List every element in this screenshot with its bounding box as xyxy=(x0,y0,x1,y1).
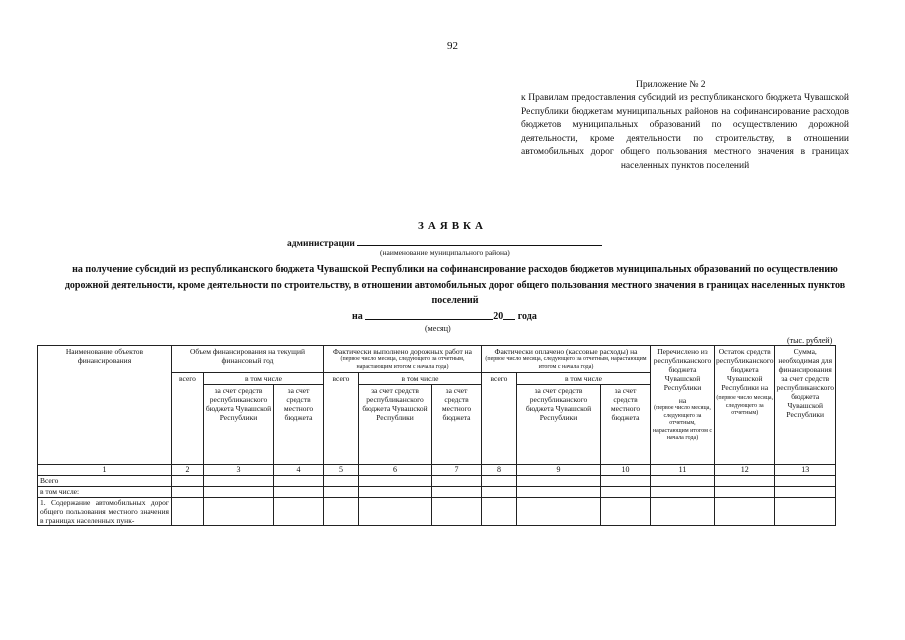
header-volume: Объем финансирования на текущий финансовый год xyxy=(172,346,324,373)
table-cell[interactable] xyxy=(432,476,482,487)
purpose-text: на получение субсидий из республиканского бюджета Чувашской Республики на софинансирование расходов бюджетов муниципальных образований по осуществлению дорожной деятельности, кроме деятельности по строительству, в отношении автомобильных дорог общего пользования местного значения в границах населенных пунктов поселений xyxy=(64,264,846,306)
admin-label: администрации xyxy=(287,239,355,249)
table-cell[interactable] xyxy=(324,498,359,526)
table-cell[interactable] xyxy=(775,498,835,526)
table-cell[interactable] xyxy=(274,487,324,498)
table-cell[interactable] xyxy=(172,476,204,487)
col-number: 13 xyxy=(775,465,835,476)
col-number: 3 xyxy=(204,465,274,476)
table-row xyxy=(38,487,836,498)
header-done-total: всего xyxy=(324,373,359,465)
header-done xyxy=(324,346,482,373)
header-balance-note: (первое число месяца, следующего за отчетным) xyxy=(716,395,774,416)
table-cell[interactable] xyxy=(517,487,601,498)
appendix-title: Приложение № 2 xyxy=(636,80,706,90)
header-volume-loc: за счет средств местного бюджета xyxy=(274,385,324,465)
row-label-total: Всего xyxy=(38,476,172,487)
table-cell[interactable] xyxy=(715,476,775,487)
header-paid-incl: в том числе xyxy=(517,373,651,385)
page-number: 92 xyxy=(447,40,458,52)
table-cell[interactable] xyxy=(601,476,651,487)
table-cell[interactable] xyxy=(775,476,835,487)
header-paid-label: Фактически оплачено (кассовые расходы) на xyxy=(494,347,638,356)
header-paid-note: (первое число месяца, следующего за отчетным, нарастающим итогом с начала года) xyxy=(485,356,647,370)
header-transferred xyxy=(651,346,715,465)
table-cell[interactable] xyxy=(775,487,835,498)
date-year-prefix: 20 xyxy=(493,311,504,322)
header-transferred-note: (первое число месяца, следующего за отчетным, нарастающим итогом с начала года) xyxy=(652,405,713,441)
col-number: 5 xyxy=(324,465,359,476)
table-cell[interactable] xyxy=(517,476,601,487)
table-cell[interactable] xyxy=(274,498,324,526)
col-number: 4 xyxy=(274,465,324,476)
table-cell[interactable] xyxy=(715,498,775,526)
header-done-label: Фактически выполнено дорожных работ на xyxy=(333,347,472,356)
table-cell[interactable] xyxy=(324,487,359,498)
date-month-blank xyxy=(365,309,493,320)
table-cell[interactable] xyxy=(601,498,651,526)
table-cell[interactable] xyxy=(359,487,432,498)
date-line xyxy=(352,309,537,322)
row-label-incl: в том числе: xyxy=(38,487,172,498)
row-label-maintenance: 1. Содержание автомобильных дорог общего пользования местного значения в границах населенных пунк- xyxy=(38,498,172,526)
col-number: 1 xyxy=(38,465,172,476)
col-number: 10 xyxy=(601,465,651,476)
table-cell[interactable] xyxy=(482,476,517,487)
table-cell[interactable] xyxy=(482,498,517,526)
header-volume-total: всего xyxy=(172,373,204,465)
col-number: 8 xyxy=(482,465,517,476)
header-paid-loc: за счет средств местного бюджета xyxy=(601,385,651,465)
col-number: 2 xyxy=(172,465,204,476)
header-paid xyxy=(482,346,651,373)
table-cell[interactable] xyxy=(204,498,274,526)
form-title: ЗАЯВКА xyxy=(418,220,487,232)
header-done-loc: за счет средств местного бюджета xyxy=(432,385,482,465)
header-done-incl: в том числе xyxy=(359,373,482,385)
table-cell[interactable] xyxy=(324,476,359,487)
table-cell[interactable] xyxy=(172,498,204,526)
table-cell[interactable] xyxy=(651,487,715,498)
table-row xyxy=(38,476,836,487)
header-balance-label: Остаток средств республиканского бюджета Чувашской Республики на xyxy=(716,347,774,392)
date-year-blank xyxy=(503,309,515,320)
table-cell[interactable] xyxy=(482,487,517,498)
table-cell[interactable] xyxy=(204,487,274,498)
header-transferred-label: Перечислено из республиканского бюджета Чувашской Республики xyxy=(653,347,712,392)
col-number: 6 xyxy=(359,465,432,476)
table-cell[interactable] xyxy=(172,487,204,498)
table-cell[interactable] xyxy=(715,487,775,498)
header-done-rep: за счет средств республиканского бюджета Чувашской Республики xyxy=(359,385,432,465)
header-volume-incl: в том числе xyxy=(204,373,324,385)
table-cell[interactable] xyxy=(517,498,601,526)
table-cell[interactable] xyxy=(651,476,715,487)
admin-line xyxy=(287,235,602,249)
date-prefix: на xyxy=(352,311,363,322)
table-cell[interactable] xyxy=(204,476,274,487)
header-paid-total: всего xyxy=(482,373,517,465)
header-balance xyxy=(715,346,775,465)
header-done-note: (первое число месяца, следующего за отчетным, нарастающим итогом с начала года) xyxy=(340,356,465,370)
col-number: 7 xyxy=(432,465,482,476)
header-volume-rep: за счет средств республиканского бюджета Чувашской Республики xyxy=(204,385,274,465)
units-label: (тыс. рублей) xyxy=(787,336,833,345)
admin-hint: (наименование муниципального района) xyxy=(380,248,510,257)
table-cell[interactable] xyxy=(359,498,432,526)
table-cell[interactable] xyxy=(651,498,715,526)
admin-blank xyxy=(357,235,602,246)
col-number: 12 xyxy=(715,465,775,476)
month-hint: (месяц) xyxy=(425,324,451,333)
table-row xyxy=(38,498,836,526)
table-cell[interactable] xyxy=(274,476,324,487)
table-cell[interactable] xyxy=(432,498,482,526)
col-number: 11 xyxy=(651,465,715,476)
header-transferred-on: на xyxy=(678,396,687,405)
table-cell[interactable] xyxy=(359,476,432,487)
header-paid-rep: за счет средств республиканского бюджета Чувашской Республики xyxy=(517,385,601,465)
header-needed: Сумма, необходимая для финансирования за счет средств республиканского бюджета Чувашской Республики xyxy=(775,346,835,465)
table-cell[interactable] xyxy=(432,487,482,498)
header-name: Наименование объектов финансирования xyxy=(38,346,172,465)
table-cell[interactable] xyxy=(601,487,651,498)
date-suffix: года xyxy=(517,311,537,322)
col-number: 9 xyxy=(517,465,601,476)
appendix-text: к Правилам предоставления субсидий из республиканского бюджета Чувашской Республики бюджетам муниципальных районов на софинансирование расходов бюджетов муниципальных образований по осуществлению дорожной деятельности, кроме деятельности по строительству, в отношении автомобильных дорог общего пользования местного значения в границах населенных пунктов поселений xyxy=(521,93,849,171)
application-table xyxy=(37,345,836,526)
